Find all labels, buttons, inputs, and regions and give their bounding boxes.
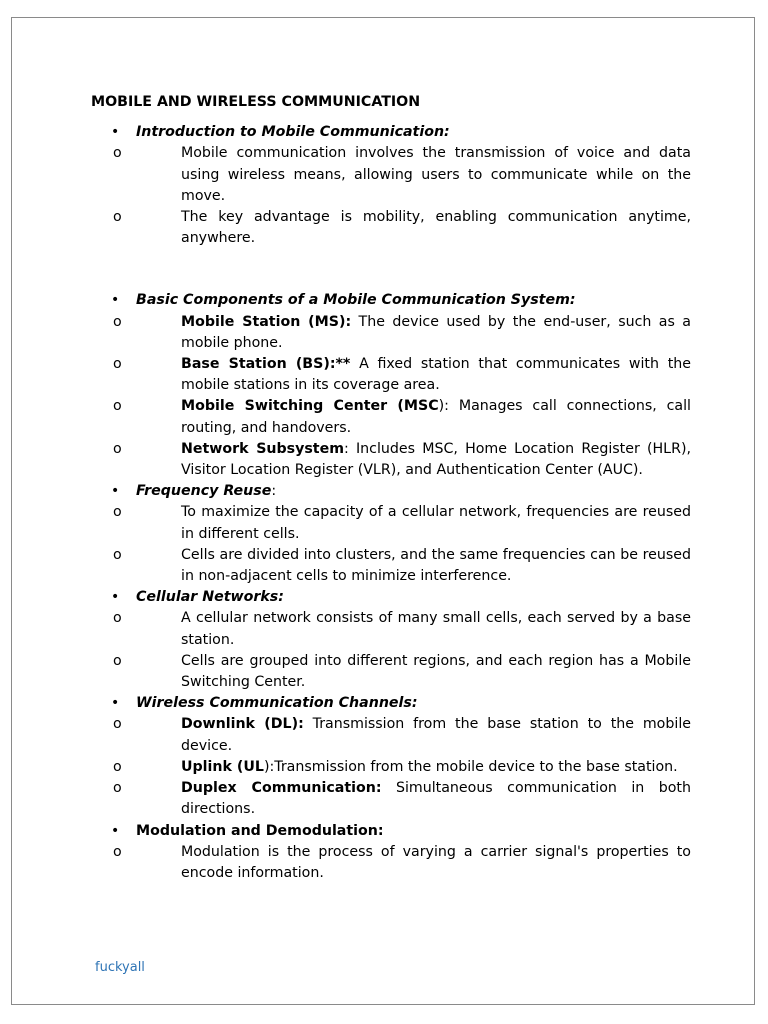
sub-bullet: o: [113, 440, 122, 457]
list-item: o Duplex Communication: Simultaneous communication in both directions.: [113, 780, 691, 818]
sub-bullet: o: [113, 758, 122, 775]
list-item: o Modulation is the process of varying a carrier signal's properties to encode information.: [113, 843, 691, 881]
section-basic-components: [91, 290, 691, 481]
sub-bullet: o: [113, 843, 122, 860]
section-wireless-channels: [91, 693, 691, 820]
sub-bullet: o: [113, 716, 122, 733]
document-title: MOBILE AND WIRELESS COMMUNICATION: [91, 94, 421, 110]
sub-bullet: o: [113, 398, 122, 415]
footer-text: fuckyall: [95, 960, 145, 975]
document-body: [91, 92, 691, 884]
section-heading: Wireless Communication Channels:: [136, 695, 418, 712]
bullet: •: [111, 695, 120, 712]
document-page: [11, 17, 755, 1005]
section-heading: Basic Components of a Mobile Communication System:: [136, 292, 576, 309]
list-item: o To maximize the capacity of a cellular network, frequencies are reused in different cells.: [113, 504, 691, 542]
list-item: o Downlink (DL): Transmission from the base station to the mobile device.: [113, 716, 691, 754]
sub-bullet: o: [113, 313, 122, 330]
section-heading: Modulation and Demodulation:: [136, 822, 384, 839]
sub-bullet: o: [113, 546, 122, 563]
list-item: o Mobile Station (MS): The device used by the end-user, such as a mobile phone.: [113, 313, 691, 351]
bullet: •: [111, 589, 120, 606]
list-item: o A cellular network consists of many small cells, each served by a base station.: [113, 610, 691, 648]
sub-bullet: o: [113, 652, 122, 669]
section-frequency-reuse: [91, 481, 691, 587]
section-heading: Frequency Reuse:: [136, 483, 277, 500]
bullet: •: [111, 124, 120, 141]
section-introduction: [91, 122, 691, 249]
sub-bullet: o: [113, 145, 122, 162]
list-item: o Network Subsystem: Includes MSC, Home Location Register (HLR), Visitor Location Register (VLR), and Authentication Center (AUC).: [113, 440, 691, 479]
section-modulation: [91, 821, 691, 885]
list-item: o Cells are divided into clusters, and the same frequencies can be reused in non-adjacent cells to minimize interference.: [113, 546, 691, 585]
bullet: •: [111, 483, 120, 500]
list-item: o Mobile communication involves the transmission of voice and data using wireless means, allowing users to communicate while on the move.: [113, 145, 691, 204]
sub-bullet: o: [113, 610, 122, 627]
list-item: o Base Station (BS):** A fixed station that communicates with the mobile stations in its coverage area.: [113, 356, 691, 394]
sub-bullet: o: [113, 504, 122, 521]
sub-bullet: o: [113, 780, 122, 797]
section-heading: Cellular Networks:: [136, 589, 284, 606]
sub-bullet: o: [113, 209, 122, 226]
section-heading: Introduction to Mobile Communication:: [136, 124, 450, 141]
bullet: •: [111, 822, 120, 839]
list-item: o Mobile Switching Center (MSC): Manages call connections, call routing, and handovers.: [113, 398, 691, 436]
section-cellular-networks: [91, 587, 691, 693]
list-item: o The key advantage is mobility, enabling communication anytime, anywhere.: [113, 209, 691, 247]
sub-bullet: o: [113, 356, 122, 373]
list-item: o Cells are grouped into different regions, and each region has a Mobile Switching Center.: [113, 652, 691, 691]
list-item: o Uplink (UL):Transmission from the mobile device to the base station.: [91, 757, 691, 778]
bullet: •: [111, 292, 120, 309]
